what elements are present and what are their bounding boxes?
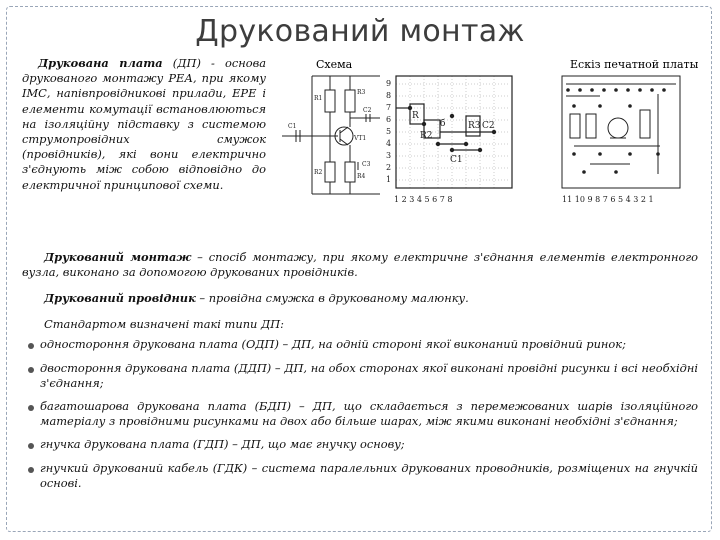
svg-text:9: 9 (386, 79, 392, 88)
r2-label: R2 (314, 169, 323, 176)
c3-label: C3 (362, 161, 371, 168)
definition-printed-conductor (22, 291, 698, 306)
sketch-label: Ескіз печатной платы (570, 58, 699, 71)
svg-text:8: 8 (386, 91, 392, 100)
svg-text:7: 7 (386, 103, 392, 112)
standard-line: Стандартом визначені такі типи ДП: (44, 317, 285, 331)
c2-label: C2 (363, 107, 372, 114)
right-bottom-scale: 11 10 9 8 7 6 5 4 3 2 1 (562, 195, 654, 204)
schema-label: Схема (316, 58, 353, 71)
def2-text: – провідна смужка в друкованому малюнку. (195, 291, 469, 305)
intro-paragraph (22, 56, 266, 193)
svg-text:2: 2 (386, 163, 392, 172)
bullet-marker-3 (28, 405, 34, 411)
page-title: Друкований монтаж (195, 14, 525, 49)
intro-text: (ДП) - основа друкованого монтажу РЕА, при якому ІМС, напівпровідникові прилади, ЕРЕ і елементи комутації встановлюються на ізоляційну підставку з системою струмопровідних смужок (провідників), які вони електрично з'єднують між собою відповідно до електричної принципової схеми. (22, 56, 267, 192)
def1-text: – спосіб монтажу, при якому електричне з'єднання елементів електронного вузла, виконано за допомогою друкованих провідників. (22, 250, 698, 280)
svg-text:1: 1 (386, 175, 392, 184)
pcb-r-label: R (412, 111, 419, 121)
left-scale (386, 79, 391, 184)
r4-label: R4 (357, 173, 366, 180)
intro-term: Друкована плата (38, 56, 163, 70)
svg-text:3: 3 (386, 151, 392, 160)
r1-label: R1 (314, 95, 323, 102)
pcb-b-label: б (440, 119, 446, 129)
bullet-item-3: багатошарова друкована плата (БДП) – ДП, що складається з перемежованих шарів ізоляційного матеріалу з провідними рисунками на двох або більше шарах, між якими виконані необхідні з'єднання; (40, 399, 698, 429)
bullet-marker-2 (28, 367, 34, 373)
bullet-item-1: одностороння друкована плата (ОДП) – ДП, на одній стороні якої виконаний провідний ринок; (40, 337, 626, 351)
svg-text:4: 4 (386, 139, 392, 148)
pcb-r3-label: R3 (468, 121, 481, 131)
r3-label: R3 (357, 89, 366, 96)
svg-text:6: 6 (386, 115, 392, 124)
svg-text:5: 5 (386, 127, 392, 136)
bullet-marker-5 (28, 467, 34, 473)
sketch-board (562, 76, 680, 188)
vt-label: VT1 (354, 135, 367, 142)
bullet-item-5: гнучкий друкований кабель (ГДК) – система паралельних друкованих проводників, розміщених на гнучкій основі. (40, 461, 698, 491)
definition-printed-mounting (22, 250, 698, 280)
sketch-pads (566, 88, 666, 174)
pcb-r2-label: R2 (420, 131, 433, 141)
bullet-item-2: двостороння друкована плата (ДДП) – ДП, на обох сторонах якої виконані провідні рисунки і всі необхідні з'єднання; (40, 361, 698, 391)
pcb-c2-label: C2 (482, 121, 495, 131)
circuit-figure (270, 54, 700, 214)
bottom-scale: 1 2 3 4 5 6 7 8 (394, 195, 453, 204)
def1-term: Друкований монтаж (44, 250, 192, 264)
bullet-item-4: гнучка друкована плата (ГДП) – ДП, що має гнучку основу; (40, 437, 405, 451)
c1-label: C1 (288, 123, 297, 130)
pcb-c1-label: C1 (450, 155, 463, 165)
def2-term: Друкований провідник (44, 291, 196, 305)
bullet-marker-1 (28, 343, 34, 349)
bullet-marker-4 (28, 443, 34, 449)
